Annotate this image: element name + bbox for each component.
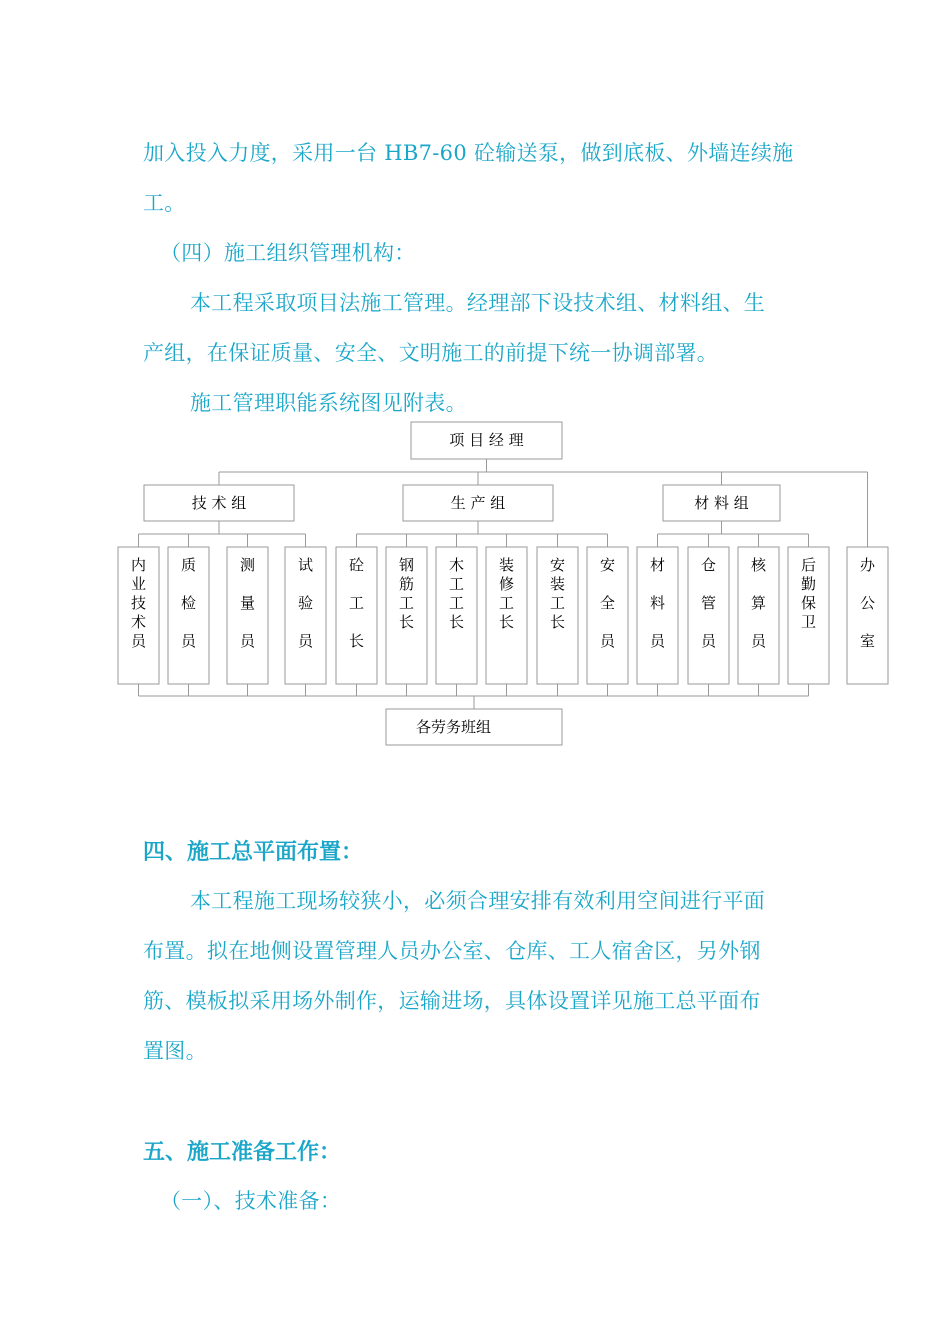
- member-label-char: 全: [599, 594, 616, 612]
- paragraph-2-line-1: 本工程采取项目法施工管理。经理部下设技术组、材料组、生: [190, 291, 766, 315]
- member-label-char: 员: [649, 632, 666, 650]
- member-label-char: 测: [239, 556, 256, 574]
- member-label-char: 装: [498, 556, 515, 574]
- member-label-char: 保: [800, 594, 817, 612]
- member-label-char: 质: [180, 556, 197, 574]
- paragraph-4-line-3: 筋、模板拟采用场外制作，运输进场，具体设置详见施工总平面布: [143, 989, 761, 1013]
- member-label-char: 技: [130, 594, 147, 612]
- member-label-char: 材: [649, 556, 666, 574]
- member-label-char: 卫: [800, 613, 817, 631]
- section-heading-5: 五、施工准备工作：: [143, 1140, 342, 1165]
- member-label-char: 室: [859, 632, 876, 650]
- member-label-char: 长: [348, 632, 365, 650]
- member-label-char: 钢: [398, 556, 415, 574]
- member-label-char: 员: [599, 632, 616, 650]
- member-label-char: 工: [348, 594, 365, 612]
- labor-teams-label: 各劳务班组: [416, 718, 492, 736]
- member-label-char: 长: [498, 613, 515, 631]
- member-label-char: 砼: [348, 556, 365, 574]
- section-heading-4: 四、施工总平面布置：: [143, 840, 364, 865]
- subheading-4: （四）施工组织管理机构：: [160, 241, 416, 265]
- paragraph-3: 施工管理职能系统图见附表。: [190, 391, 467, 415]
- paragraph-4-line-2: 布置。拟在地侧设置管理人员办公室、仓库、工人宿舍区，另外钢: [143, 939, 761, 963]
- member-label-char: 员: [750, 632, 767, 650]
- member-label-char: 内: [130, 556, 147, 574]
- group-label: 生 产 组: [450, 494, 506, 512]
- member-label-char: 安: [549, 556, 566, 574]
- subheading-5-1: （一）、技术准备：: [160, 1189, 342, 1213]
- member-label-char: 长: [398, 613, 415, 631]
- member-label-char: 公: [859, 594, 876, 612]
- member-label-char: 长: [549, 613, 566, 631]
- member-label-char: 后: [800, 556, 817, 574]
- paragraph-4-line-1: 本工程施工现场较狭小，必须合理安排有效利用空间进行平面: [190, 889, 766, 913]
- paragraph-2-line-2: 产组，在保证质量、安全、文明施工的前提下统一协调部署。: [143, 341, 719, 365]
- member-label-char: 员: [180, 632, 197, 650]
- member-label-char: 术: [130, 613, 147, 631]
- member-label-char: 工: [448, 594, 465, 612]
- member-label-char: 筋: [398, 575, 415, 593]
- member-label-char: 员: [239, 632, 256, 650]
- paragraph-1-line-1: 加入投入力度，采用一台 HB7-60 砼输送泵，做到底板、外墙连续施: [143, 141, 794, 165]
- member-label-char: 工: [398, 594, 415, 612]
- member-label-char: 管: [700, 594, 717, 612]
- member-label-char: 装: [549, 575, 566, 593]
- project-manager-label: 项 目 经 理: [449, 431, 524, 449]
- member-label-char: 试: [297, 556, 314, 574]
- member-label-char: 安: [599, 556, 616, 574]
- member-label-char: 检: [180, 594, 197, 612]
- member-label-char: 办: [859, 556, 876, 574]
- member-label-char: 核: [750, 556, 767, 574]
- member-label-char: 验: [297, 594, 314, 612]
- member-label-char: 量: [239, 594, 256, 612]
- member-label-char: 算: [750, 594, 767, 612]
- group-label: 材 料 组: [694, 494, 749, 512]
- member-label-char: 员: [700, 632, 717, 650]
- member-label-char: 修: [498, 575, 515, 593]
- member-label-char: 仓: [700, 556, 717, 574]
- member-label-char: 料: [649, 594, 666, 612]
- member-label-char: 业: [130, 575, 147, 593]
- paragraph-4-line-4: 置图。: [143, 1039, 207, 1063]
- member-label-char: 员: [297, 632, 314, 650]
- member-label-char: 长: [448, 613, 465, 631]
- member-label-char: 勤: [800, 575, 817, 593]
- member-label-char: 员: [130, 632, 147, 650]
- member-label-char: 工: [549, 594, 566, 612]
- paragraph-1-line-2: 工。: [143, 191, 186, 215]
- member-label-char: 工: [498, 594, 515, 612]
- member-label-char: 工: [448, 575, 465, 593]
- member-label-char: 木: [448, 556, 465, 574]
- group-label: 技 术 组: [191, 494, 247, 512]
